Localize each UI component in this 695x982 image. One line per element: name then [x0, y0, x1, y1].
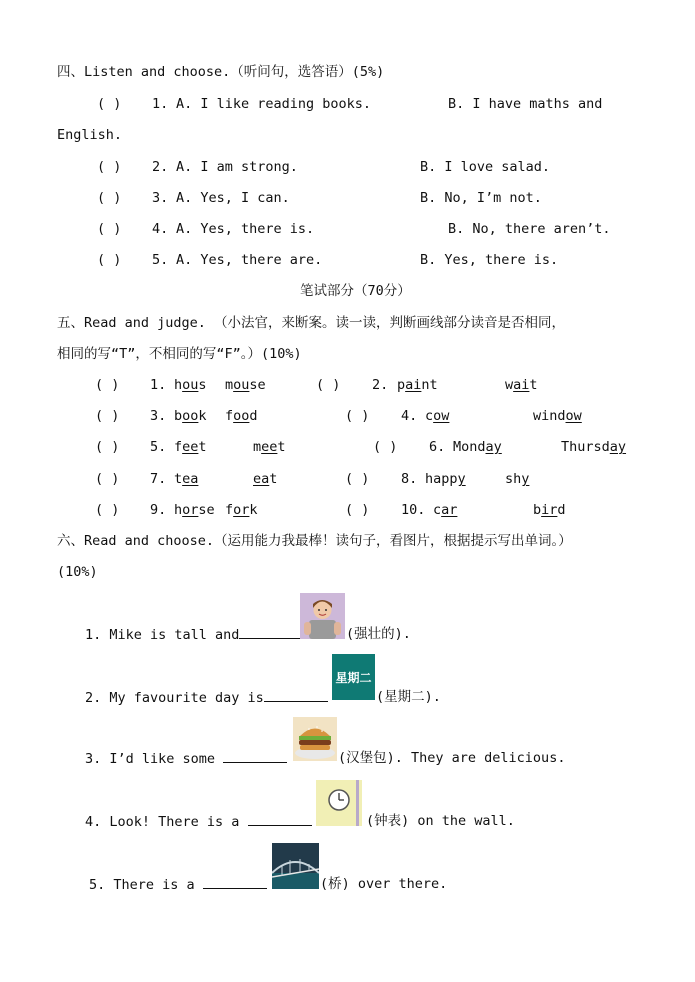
judge-word: mouse [225, 377, 266, 393]
section5-title-cont: 相同的写“T”，不相同的写“F”。）(10%) [57, 346, 302, 362]
bridge-image [272, 843, 319, 889]
section4-title: 四、Listen and choose.（听问句，选答语）(5%) [57, 64, 385, 80]
judge-word: horse [174, 502, 215, 518]
option-a: A. Yes, there are. [176, 252, 323, 268]
underlined-part: or [233, 502, 250, 518]
q-num: 6. [429, 439, 446, 455]
judge-word: food [225, 408, 258, 424]
underlined-part: y [521, 471, 530, 487]
sentence-3-rest: (汉堡包). They are delicious. [338, 750, 566, 766]
underlined-part: ee [182, 439, 199, 455]
q-num: 7. [150, 471, 167, 487]
strong-boy-image [300, 593, 345, 639]
answer-paren[interactable]: ( ) [345, 408, 370, 424]
option-b: B. Yes, there is. [420, 252, 559, 268]
sentence-2: 2. My favourite day is [85, 687, 328, 708]
option-b: B. No, I’m not. [420, 190, 542, 206]
q-num: 2. [152, 159, 169, 175]
answer-paren[interactable]: ( ) [95, 471, 120, 487]
underlined-part: ou [182, 377, 199, 393]
answer-paren[interactable]: ( ) [97, 190, 122, 206]
hamburger-image [293, 717, 337, 761]
answer-paren[interactable]: ( ) [95, 377, 120, 393]
option-b: B. No, there aren’t. [448, 221, 611, 237]
answer-paren[interactable]: ( ) [95, 408, 120, 424]
judge-word: Thursday [561, 439, 627, 455]
judge-word: shy [505, 471, 530, 487]
hint: (强壮的). [346, 626, 411, 642]
q-num: 5. [150, 439, 167, 455]
answer-paren[interactable]: ( ) [97, 221, 122, 237]
judge-word: eat [253, 471, 278, 487]
underlined-part: or [182, 502, 199, 518]
q-num: 3. [150, 408, 167, 424]
answer-blank[interactable] [223, 748, 287, 763]
option-a: A. Yes, I can. [176, 190, 290, 206]
q-num: 1. [150, 377, 167, 393]
judge-word: bird [533, 502, 566, 518]
sentence-4: 4. Look! There is a [85, 811, 312, 832]
underlined-part: ow [565, 408, 582, 424]
underlined-part: oo [233, 408, 250, 424]
answer-paren[interactable]: ( ) [95, 502, 120, 518]
answer-paren[interactable]: ( ) [97, 252, 122, 268]
q-num: 9. [150, 502, 167, 518]
q-num: 4. [152, 221, 169, 237]
underlined-part: ea [182, 471, 199, 487]
option-a: A. I am strong. [176, 159, 298, 175]
answer-blank[interactable] [248, 811, 312, 826]
underlined-part: ay [485, 439, 502, 455]
answer-paren[interactable]: ( ) [345, 502, 370, 518]
answer-blank[interactable] [239, 624, 303, 639]
judge-word: paint [397, 377, 438, 393]
q-num: 10. [401, 502, 426, 518]
underlined-part: ea [253, 471, 270, 487]
judge-word: cow [425, 408, 450, 424]
sentence-5-rest: (桥) over there. [320, 876, 448, 892]
option-a: A. Yes, there is. [176, 221, 315, 237]
answer-blank[interactable] [264, 687, 328, 702]
judge-word: book [174, 408, 207, 424]
judge-word: car [433, 502, 458, 518]
answer-paren[interactable]: ( ) [316, 377, 341, 393]
judge-word: fork [225, 502, 258, 518]
underlined-part: ir [541, 502, 558, 518]
judge-word: hous [174, 377, 207, 393]
sentence-3: 3. I’d like some [85, 748, 287, 769]
underlined-part: ar [441, 502, 458, 518]
q-num: 4. [401, 408, 418, 424]
answer-paren[interactable]: ( ) [97, 96, 122, 112]
option-b-continued: English. [57, 127, 123, 143]
judge-word: happy [425, 471, 466, 487]
section5-title: 五、Read and judge. （小法官，来断案。读一读，判断画线部分读音是否相同， [57, 315, 566, 331]
tuesday-sign-image: 星期二 [332, 654, 375, 700]
clock-image [316, 780, 362, 826]
q-num: 5. [152, 252, 169, 268]
judge-word: tea [174, 471, 199, 487]
sentence-5: 5. There is a [89, 874, 267, 895]
underlined-part: oo [182, 408, 199, 424]
hint: (星期二). [376, 689, 441, 705]
answer-blank[interactable] [203, 874, 267, 889]
section6-title: 六、Read and choose.（运用能力我最棒！读句子，看图片，根据提示写出单词。） [57, 533, 572, 549]
judge-word: wait [505, 377, 538, 393]
shirt-icon [309, 620, 336, 639]
section6-percent: (10%) [57, 564, 98, 580]
judge-word: feet [174, 439, 207, 455]
underlined-part: ow [433, 408, 450, 424]
sentence-4-rest: (钟表) on the wall. [366, 813, 515, 829]
judge-word: Monday [453, 439, 502, 455]
q-num: 8. [401, 471, 418, 487]
option-b: B. I have maths and [448, 96, 603, 112]
option-a: A. I like reading books. [176, 96, 372, 112]
judge-word: window [533, 408, 582, 424]
sentence-1: 1. Mike is tall and [85, 624, 303, 645]
underlined-part: ee [261, 439, 278, 455]
written-section-header: 笔试部分（70分） [300, 283, 411, 299]
answer-paren[interactable]: ( ) [97, 159, 122, 175]
q-num: 2. [372, 377, 389, 393]
underlined-part: ou [233, 377, 250, 393]
underlined-part: ai [405, 377, 422, 393]
underlined-part: ai [513, 377, 530, 393]
q-num: 1. [152, 96, 169, 112]
underlined-part: ay [609, 439, 627, 455]
option-b: B. I love salad. [420, 159, 551, 175]
answer-paren[interactable]: ( ) [345, 471, 370, 487]
answer-paren[interactable]: ( ) [95, 439, 120, 455]
q-num: 3. [152, 190, 169, 206]
answer-paren[interactable]: ( ) [373, 439, 398, 455]
underlined-part: y [457, 471, 466, 487]
judge-word: meet [253, 439, 286, 455]
